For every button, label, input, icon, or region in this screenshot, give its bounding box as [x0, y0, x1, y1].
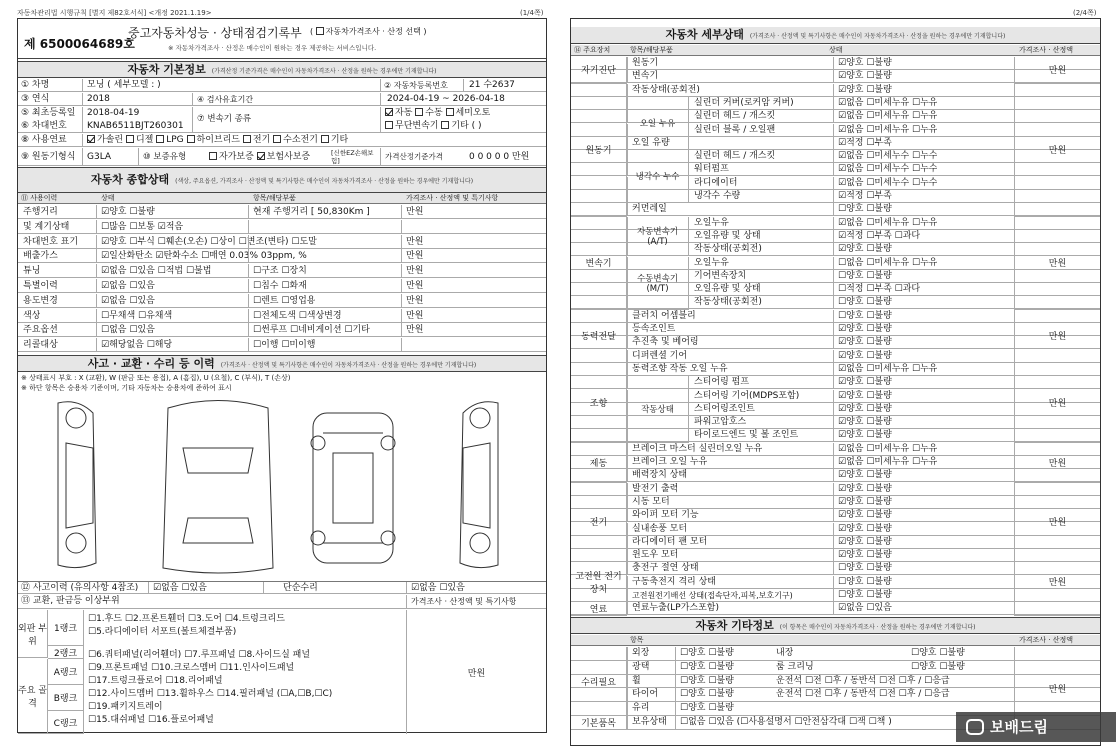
detail-item: 추진축 및 베어링	[632, 337, 699, 348]
detail-status: ☐양호 ☐불량	[838, 204, 892, 215]
detail-item: 실린더 헤드 / 개스킷	[694, 111, 776, 122]
detail-item: 워터펌프	[694, 164, 729, 175]
detail-status: ☐양호 ☐불량	[838, 310, 892, 321]
other-header: 항목 가격조사 · 산정액	[571, 635, 1100, 646]
detail-item: 오일 유량	[632, 137, 670, 148]
accident-section: 사고 · 교환 · 수리 등 이력 (가격조사 · 산정액 및 특기사항은 매수인이 자동차가격조사 · 산정을 원하는 경우에만 기재합니다)	[18, 355, 546, 372]
detail-status: ☑양호 ☐불량	[838, 390, 892, 401]
overall-status: ☑일산화탄소 ☑탄화수소 ☐매연 0.03% 03ppm, %	[101, 251, 307, 262]
overall-price: 만원	[406, 236, 424, 247]
overall-price: 만원	[406, 207, 424, 217]
detail-item: 라디에이터 팬 모터	[632, 536, 708, 547]
overall-status: ☑양호 ☐불량	[101, 207, 155, 217]
detail-status: ☑양호 ☐불량	[838, 523, 892, 534]
other-item-2	[773, 702, 776, 715]
car-diagram	[18, 393, 546, 579]
detail-status: ☑없음 ☐미세누유 ☐누유	[838, 124, 938, 135]
detail-price: 만원	[1014, 310, 1100, 363]
overall-item: 및 계기상태	[23, 221, 70, 232]
detail-status: ☐양호 ☐불량	[838, 576, 892, 587]
detail-item: 냉각수 수량	[694, 191, 741, 201]
detail-item: 연료누출(LP가스포함)	[632, 603, 720, 614]
basic-info-section: 자동차 기본정보 (가격산정 기준가격은 매수인이 자동차가격조사 · 산정을 원하는 경우에만 기재합니다)	[18, 61, 546, 78]
overall-status: ☑해당없음 ☐해당	[101, 340, 173, 351]
overall-item: 차대번호 표기	[23, 236, 79, 247]
detail-item: 작동상태(공회전)	[694, 244, 762, 255]
overall-row	[18, 338, 546, 352]
detail-item: 오일유량 및 상태	[694, 230, 761, 241]
other-status: ☐양호 ☐불량	[680, 648, 734, 658]
rank-label: C랭크	[48, 711, 84, 734]
detail-item: 브레이크 마스터 실린더오일 누유	[632, 443, 763, 454]
document-title: 중고자동차성능 · 상태점검기록부	[128, 26, 302, 40]
detail-price: 만원	[1014, 84, 1100, 217]
detail-status: ☑양호 ☐불량	[838, 324, 892, 334]
detail-item: 스티어링조인트	[694, 403, 755, 414]
detail-status: ☑없음 ☐미세누유 ☐누유	[838, 111, 938, 122]
detail-item: 윈도우 모터	[632, 550, 679, 561]
detail-subgroup: 냉각수 누수	[627, 150, 689, 203]
other-item: 광택	[632, 661, 650, 672]
other-status-2	[908, 702, 911, 715]
basic-items-label: 기본품목	[571, 716, 627, 730]
detail-status: ☑양호 ☐불량	[838, 244, 892, 255]
overall-price	[403, 338, 406, 351]
detail-status: ☑양호 ☐불량	[838, 417, 892, 428]
other-item: 유리	[632, 703, 650, 714]
overall-row	[18, 279, 546, 293]
detail-subgroup: 자동변속기 (A/T)	[627, 217, 689, 257]
watermark-logo: 보배드림	[956, 712, 1116, 742]
overall-item: 용도변경	[23, 295, 58, 306]
other-status: ☐양호 ☐불량	[680, 661, 734, 672]
detail-status: ☑양호 ☐불량	[838, 350, 892, 361]
other-item-2: 룸 크리닝	[776, 661, 814, 672]
detail-item: 타이로드엔드 및 볼 조인트	[694, 430, 799, 441]
detail-item: 실린더 블록 / 오일팬	[694, 124, 776, 135]
detail-status: ☑양호 ☐불량	[838, 377, 892, 388]
detail-status: ☑양호 ☐불량	[838, 58, 892, 68]
overall-section: 자동차 종합상태 (색상, 주요옵션, 가격조사 · 산정액 및 특기사항은 매수인이 자동차가격조사 · 산정을 원하는 경우에만 기재합니다)	[18, 167, 546, 193]
exchange-price: 만원	[406, 610, 546, 734]
detail-status: ☐양호 ☐불량	[838, 563, 892, 574]
rank-label: A랭크	[48, 659, 84, 685]
detail-item: 변속기	[632, 71, 659, 82]
detail-price: 만원	[1014, 57, 1100, 84]
detail-item: 발전기 출력	[632, 483, 679, 494]
detail-status: ☑양호 ☐불량	[838, 510, 892, 521]
detail-item: 오일누유	[694, 257, 729, 268]
row-accident-history: ⑫ 사고이력 (유의사항 4참조) ☑없음 ☐있음 단순수리 ☑없음 ☐있음	[18, 581, 546, 594]
detail-item: 클러치 어셈블리	[632, 310, 696, 321]
overall-item: 특별이력	[23, 281, 58, 291]
other-item-2: 운전석 ☐전 ☐후 / 동반석 ☐전 ☐후 / ☐응급	[776, 689, 950, 700]
rank-item: ☐1.후드 ☐2.프론트휀더 ☐3.도어 ☐4.트렁크리드	[88, 614, 285, 624]
rank-item: ☐12.사이드멤버 ☐13.휠하우스 ☐14.필러패널 (☐A,☐B,☐C)	[88, 689, 333, 699]
detail-item: 구동축전지 격리 상태	[632, 576, 716, 587]
overall-item: 주행거리	[23, 207, 58, 217]
detail-group: 원동기	[571, 84, 627, 217]
document-number: 제 6500064689호	[24, 37, 135, 51]
detail-status: ☑없음 ☐미세누유 ☐누유	[838, 457, 938, 467]
detail-status: ☐양호 ☐불량	[838, 590, 892, 600]
overall-status: ☐무채색 ☐유채색	[101, 310, 173, 321]
detail-status: ☑양호 ☐불량	[838, 483, 892, 494]
detail-item: 오일누유	[694, 217, 729, 228]
rank-label: 2랭크	[48, 646, 84, 659]
detail-price: 만원	[1014, 562, 1100, 602]
detail-item: 등속조인트	[632, 324, 676, 334]
overall-price: 만원	[406, 251, 424, 262]
other-status: ☐양호 ☐불량	[680, 675, 734, 686]
detail-status: ☑양호 ☐불량	[838, 403, 892, 414]
detail-status: ☑양호 ☐불량	[838, 430, 892, 441]
detail-subgroup: 수동변속기 (M/T)	[627, 257, 689, 310]
overall-status: ☑없음 ☐있음	[101, 295, 155, 306]
overall-row	[18, 205, 546, 219]
main-frame-label: 주요 골격	[18, 659, 48, 734]
detail-group: 조향	[571, 363, 627, 443]
detail-status: ☑양호 ☐불량	[838, 470, 892, 481]
overall-detail: ☐전체도색 ☐색상변경	[253, 310, 342, 321]
detail-status: ☐없음 ☐미세누유 ☐누유	[838, 257, 938, 268]
page-2	[570, 18, 1101, 746]
detail-status: ☑없음 ☐미세누수 ☐누수	[838, 164, 938, 175]
detail-price: 만원	[1014, 443, 1100, 483]
symbol-legend: ※ 상태표시 부호 : X (교환), W (판금 또는 용접), A (흠집), U (요철), C (부식), T (손상)	[21, 374, 291, 382]
detail-status: ☑적정 ☐부족	[838, 137, 892, 148]
other-price: 만원	[1014, 647, 1100, 730]
detail-item: 스티어링 기어(MDPS포함)	[694, 390, 800, 401]
detail-group: 전기	[571, 483, 627, 563]
overall-detail: ☐썬루프 ☐네비게이션 ☐기타	[253, 325, 370, 336]
other-item: 휠	[632, 675, 641, 686]
other-item-2: 운전석 ☐전 ☐후 / 동반석 ☐전 ☐후 / ☐응급	[776, 675, 950, 686]
detail-status: ☐적정 ☐부족 ☐과다	[838, 284, 921, 295]
form-header: 자동차관리법 시행규칙 [별지 제82호서식] <개정 2021.1.19>	[17, 9, 212, 17]
outer-panel-label: 외판 부위	[18, 610, 48, 658]
repair-needed-label: 수리필요	[571, 647, 627, 716]
detail-status: ☑적정 ☐부족	[838, 191, 892, 201]
overall-status: ☑없음 ☐있음	[101, 281, 155, 291]
other-section: 자동차 기타정보 (이 항목은 매수인이 자동차가격조사 · 산정을 원하는 경우에만 기재합니다)	[571, 617, 1100, 634]
detail-status: ☑없음 ☐미세누유 ☐누유	[838, 217, 938, 228]
overall-item: 주요옵션	[23, 325, 58, 336]
detail-status: ☑양호 ☐불량	[838, 536, 892, 547]
overall-detail: ☐렌트 ☐영업용	[253, 295, 316, 306]
detail-subgroup: 오일 누유	[627, 97, 689, 150]
detail-price: 만원	[1014, 217, 1100, 310]
row-motor: ⑨ 원동기형식 G3LA ⑩ 보증유형 자가보증 보험사보증 [신한EZ손해보험] 가격산정기준가격 0 0 0 0 0 만원	[18, 148, 546, 166]
other-status: ☐없음 ☐있음 (☐사용설명서 ☐안전삼각대 ☐잭 ☐책 )	[680, 717, 892, 727]
rank-label: B랭크	[48, 685, 84, 711]
detail-item: 실린더 커버(로커암 커버)	[694, 97, 794, 108]
detail-status: ☑없음 ☐미세누수 ☐누수	[838, 177, 938, 188]
detail-status: ☑양호 ☐불량	[838, 84, 892, 95]
other-status-2: ☐양호 ☐불량	[911, 661, 965, 672]
overall-price: 만원	[406, 281, 424, 291]
row-exchange-header: ⑬ 교환, 판금등 이상부위 가격조사 · 산정액 및 특기사항	[18, 595, 546, 609]
overall-item: 배출가스	[23, 251, 58, 262]
detail-group: 변속기	[571, 217, 627, 310]
other-status: ☐양호 ☐불량	[680, 703, 734, 714]
detail-status: ☑없음 ☐미세누수 ☐누수	[838, 151, 938, 162]
detail-item: 오일유량 및 상태	[694, 284, 761, 295]
other-status-2: ☐양호 ☐불량	[911, 648, 965, 658]
overall-detail	[250, 249, 253, 262]
other-item: 보유상태	[632, 717, 667, 727]
overall-price: 만원	[406, 295, 424, 306]
overall-row	[18, 264, 546, 278]
detail-item: 시동 모터	[632, 496, 670, 507]
rank-item: ☐9.프론트패널 ☐10.크로스멤버 ☐11.인사이드패널	[88, 663, 295, 673]
overall-row	[18, 309, 546, 323]
detail-item: 커먼레일	[632, 204, 667, 215]
detail-price: 만원	[1014, 363, 1100, 443]
page-number-2: (2/4쪽)	[1073, 9, 1097, 17]
detail-status: ☑없음 ☐미세누유 ☐누유	[838, 97, 938, 108]
overall-status: ☐많음 ☐보통 ☑적음	[101, 221, 184, 232]
other-status: ☐양호 ☐불량	[680, 689, 734, 700]
overall-detail: ☐구조 ☐장치	[253, 266, 307, 277]
overall-status: ☑양호 ☐부식 ☐훼손(오손) ☐상이 ☐변조(변타) ☐도말	[101, 236, 317, 247]
detail-item: 와이퍼 모터 기능	[632, 510, 699, 521]
detail-item: 충전구 절연 상태	[632, 563, 699, 574]
symbol-legend-2: ※ 하단 항목은 승용차 기준이며, 기타 자동차는 승용차에 준하여 표시	[21, 384, 232, 392]
detail-item: 브레이크 오일 누유	[632, 457, 708, 467]
overall-price: 만원	[406, 310, 424, 321]
other-status-2	[908, 675, 911, 688]
detail-group: 제동	[571, 443, 627, 483]
detail-item: 작동상태(공회전)	[694, 297, 762, 308]
detail-group: 연료	[571, 602, 627, 615]
rank-label: 1랭크	[48, 610, 84, 646]
page-number-1: (1/4쪽)	[520, 9, 544, 17]
detail-item: 기어변속장치	[694, 270, 747, 281]
detail-item: 라디에이터	[694, 177, 738, 188]
other-status-2	[908, 716, 911, 729]
overall-price	[403, 220, 406, 233]
detail-status: ☑양호 ☐불량	[838, 71, 892, 82]
overall-row	[18, 235, 546, 249]
other-item: 외장	[632, 648, 650, 658]
title-option: ( 자동차가격조사 · 산정 선택 )	[310, 27, 427, 36]
detail-item: 실린더 헤드 / 개스킷	[694, 151, 776, 162]
rank-item: ☐19.패키지트레이	[88, 702, 163, 712]
car-frame	[311, 413, 395, 563]
detail-status: ☑양호 ☐불량	[838, 337, 892, 348]
overall-detail	[250, 235, 253, 248]
overall-price: 만원	[406, 325, 424, 336]
detail-header: ⑭ 주요장치 항목/해당부품 상태 가격조사 · 산정액	[571, 45, 1100, 56]
logo-icon	[966, 719, 984, 735]
detail-price: 만원	[1014, 483, 1100, 563]
detail-section: 자동차 세부상태 (가격조사 · 산정액 및 특기사항은 매수인이 자동차가격조사 · 산정을 원하는 경우에만 기재합니다)	[571, 27, 1100, 44]
detail-item: 작동상태(공회전)	[632, 84, 700, 95]
title-block	[18, 19, 546, 59]
detail-status: ☑없음 ☐미세누유 ☐누유	[838, 363, 938, 374]
rank-item: ☐17.트렁크플로어 ☐18.리어패널	[88, 676, 223, 686]
overall-status: ☐없음 ☐있음	[101, 325, 155, 336]
car-side-right	[460, 402, 498, 568]
row-car-name: ① 차명 모닝 ( 세부모델 : ) ② 자동차등록번호 21 수2637	[18, 79, 546, 92]
other-status-2	[908, 688, 911, 701]
title-note: ※ 자동차가격조사 · 산정은 매수인이 원하는 경우 제공하는 서비스입니다.	[168, 44, 377, 52]
overall-item: 리콜대상	[23, 340, 58, 351]
rank-item: ☐6.쿼터패널(리어휀더) ☐7.루프패널 ☐8.사이드실 패널	[88, 650, 311, 660]
detail-status: ☑없음 ☐있음	[838, 603, 892, 614]
detail-item: 원동기	[632, 58, 659, 68]
overall-price: 만원	[406, 266, 424, 277]
overall-detail: ☐침수 ☐화재	[253, 281, 307, 291]
detail-item: 스티어링 펌프	[694, 377, 750, 388]
detail-status: ☐양호 ☐불량	[838, 297, 892, 308]
row-fuel: ⑧ 사용연료 가솔린 디젤 LPG 하이브리드 전기 수소전기 기타	[18, 134, 546, 147]
detail-subgroup: 작동상태	[627, 376, 689, 443]
other-item-2: 내장	[776, 648, 794, 658]
rank-item: ☐15.대쉬패널 ☐16.플로어패널	[88, 715, 214, 725]
overall-status: ☑없음 ☐있음 ☐적법 ☐불법	[101, 266, 212, 277]
detail-item: 실내송풍 모터	[632, 523, 688, 534]
overall-detail: ☐이행 ☐미이행	[253, 340, 316, 351]
other-item-2	[773, 716, 776, 729]
car-side-left	[58, 402, 96, 568]
page-1	[17, 18, 547, 733]
detail-item: 디퍼렌셜 기어	[632, 350, 688, 361]
detail-item: 배력장치 상태	[632, 470, 688, 481]
detail-price	[1014, 602, 1100, 615]
overall-row	[18, 249, 546, 263]
car-top-left	[163, 401, 273, 574]
other-item: 타이어	[632, 689, 659, 700]
detail-item: 파워고압호스	[694, 417, 747, 428]
row-year: ③ 연식 2018 ④ 검사유효기간 2024-04-19 ~ 2026-04-18	[18, 93, 546, 106]
overall-detail	[250, 220, 253, 233]
detail-status: ☑양호 ☐불량	[838, 496, 892, 507]
overall-item: 색상	[23, 310, 41, 321]
detail-status: ☑없음 ☐미세누유 ☐누유	[838, 443, 938, 454]
row-first-reg: ⑤ 최초등록일 2018-04-19 ⑥ 차대번호 KNAB6511BJT260301 ⑦ 변속기 종류 자동 수동 세미오토 무단변속기 기타 ( )	[18, 107, 546, 133]
overall-row	[18, 220, 546, 234]
overall-header: ⑪ 사용이력 상태 항목/해당부품 가격조사 · 산정액 및 특기사항	[18, 193, 546, 204]
detail-group: 자기진단	[571, 57, 627, 84]
overall-row	[18, 323, 546, 337]
detail-group: 동력전달	[571, 310, 627, 363]
detail-group: 고전원 전기장치	[571, 562, 627, 602]
overall-row	[18, 294, 546, 308]
detail-item: 고전원전기배선 상태(접속단자,피복,보호기구)	[632, 591, 793, 600]
overall-item: 튜닝	[23, 266, 41, 277]
overall-detail: 현재 주행거리 [ 50,830Km ]	[253, 207, 370, 217]
detail-status: ☑양호 ☐불량	[838, 550, 892, 561]
detail-item: 동력조향 작동 오일 누유	[632, 363, 728, 374]
detail-status: ☑적정 ☐부족 ☐과다	[838, 230, 921, 241]
detail-status: ☐양호 ☐불량	[838, 270, 892, 281]
rank-item: ☐5.라디에이터 서포트(볼트체결부품)	[88, 627, 237, 637]
